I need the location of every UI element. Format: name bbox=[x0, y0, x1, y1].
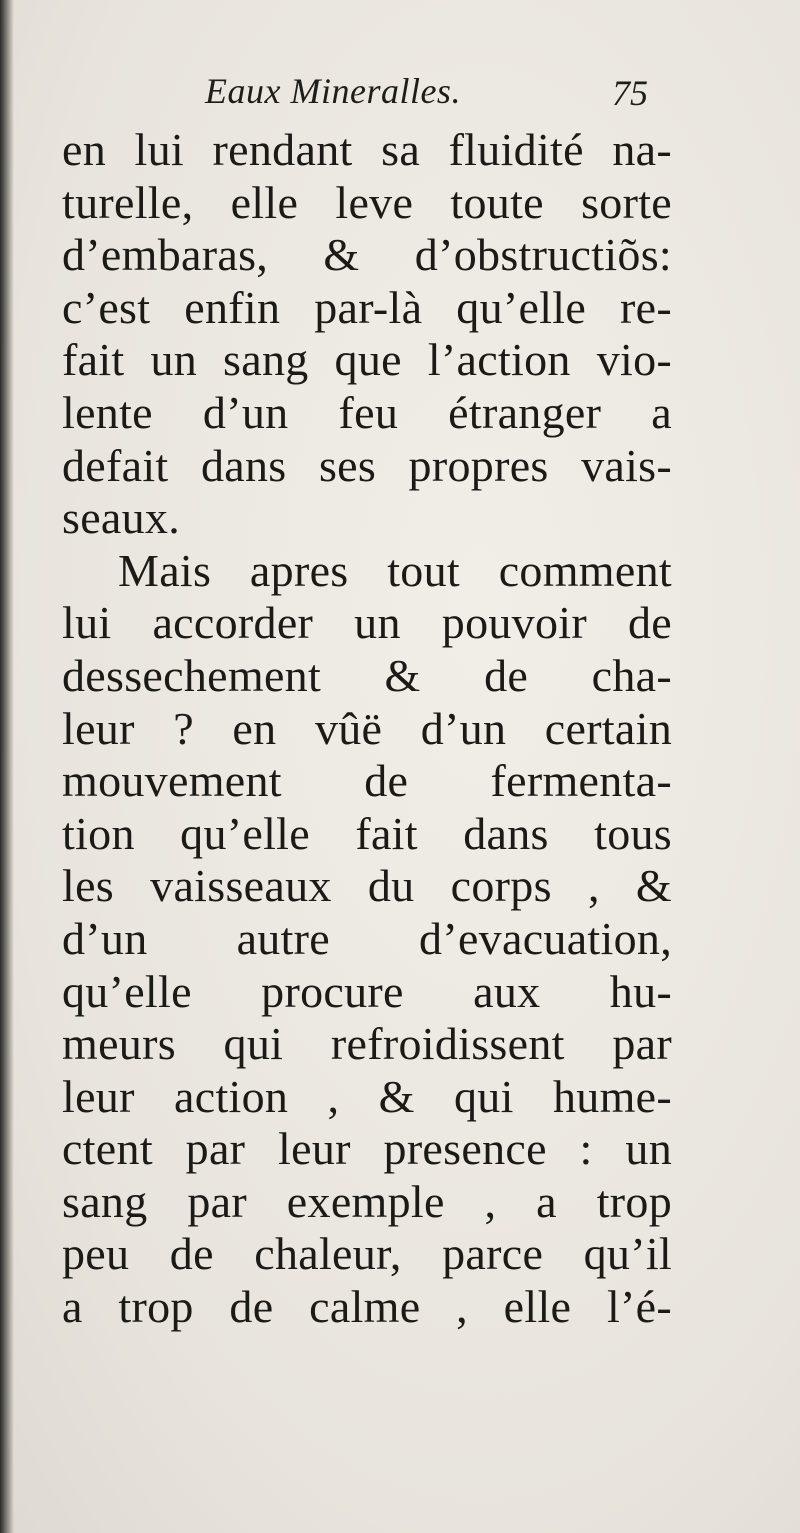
text-line: c’est enfin par-là qu’elle re- bbox=[62, 281, 672, 333]
running-title: Eaux Mineralles. bbox=[205, 71, 461, 111]
text-line: dessechement & de cha- bbox=[62, 649, 672, 701]
page-number: 75 bbox=[612, 73, 648, 113]
text-line: a trop de calme , elle l’é- bbox=[62, 1281, 672, 1333]
text-line: Mais apres tout comment bbox=[118, 544, 672, 596]
text-line: lui accorder un pouvoir de bbox=[62, 597, 672, 649]
text-line: sang par exemple , a trop bbox=[62, 1175, 672, 1227]
text-line: lente d’un feu étranger a bbox=[62, 386, 672, 438]
text-line: turelle, elle leve toute sorte bbox=[62, 176, 672, 228]
page-header bbox=[0, 66, 800, 126]
text-line: d’embaras, & d’obstructiõs: bbox=[62, 229, 672, 281]
text-line: leur action , & qui hume- bbox=[62, 1070, 672, 1122]
text-line: tion qu’elle fait dans tous bbox=[62, 807, 672, 859]
text-line: mouvement de fermenta- bbox=[62, 755, 672, 807]
text-line: qu’elle procure aux hu- bbox=[62, 965, 672, 1017]
text-line: d’un autre d’evacuation, bbox=[62, 912, 672, 964]
text-line: en lui rendant sa fluidité na- bbox=[62, 124, 672, 175]
text-line: meurs qui refroidissent par bbox=[62, 1018, 672, 1070]
text-line: leur ? en vûë d’un certain bbox=[62, 702, 672, 754]
text-line: les vaisseaux du corps , & bbox=[62, 860, 672, 912]
text-line: ctent par leur presence : un bbox=[62, 1123, 672, 1175]
binding-shadow bbox=[0, 0, 14, 1533]
body-text bbox=[62, 124, 672, 1334]
text-line: defait dans ses propres vais- bbox=[62, 439, 672, 491]
text-line: peu de chaleur, parce qu’il bbox=[62, 1228, 672, 1280]
text-line: fait un sang que l’action vio- bbox=[62, 334, 672, 386]
text-line: seaux. bbox=[62, 492, 181, 544]
